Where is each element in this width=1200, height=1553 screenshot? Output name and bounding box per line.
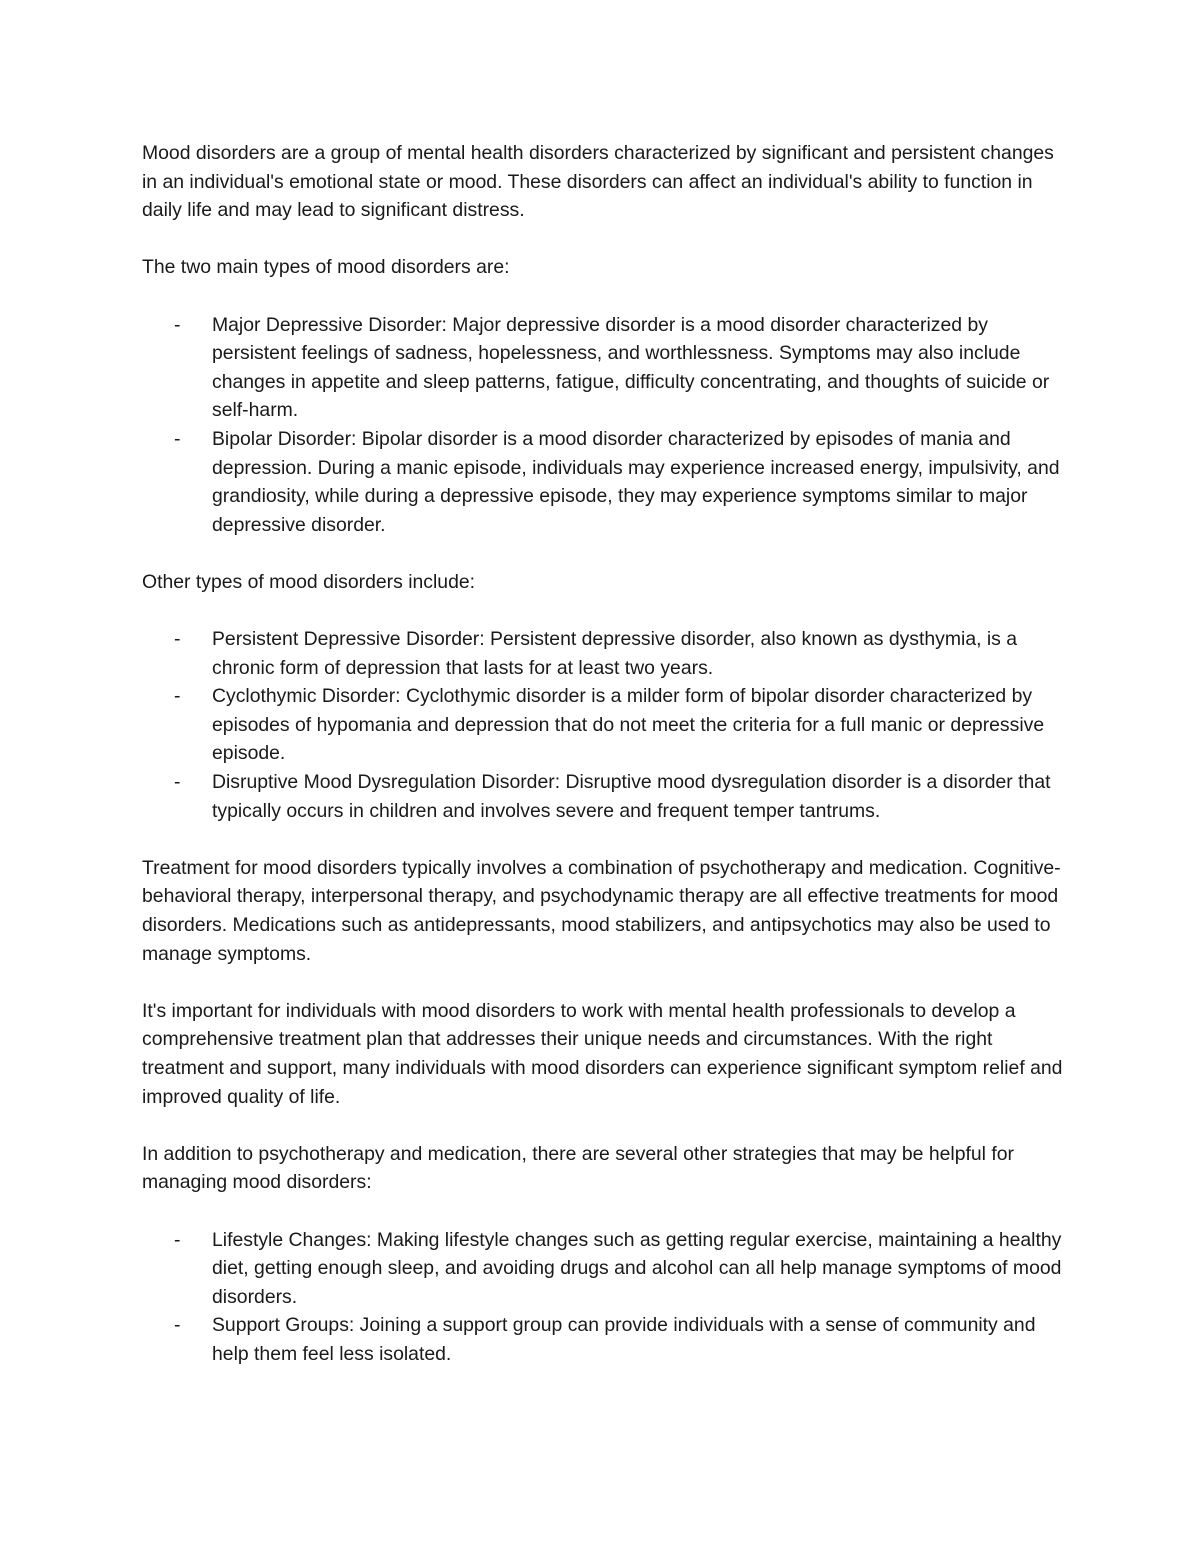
list-item-text: Support Groups: Joining a support group can provide individuals with a sense of community and help them feel less isolated.: [212, 1314, 1036, 1365]
intro-paragraph: Mood disorders are a group of mental health disorders characterized by significant and persistent changes in an individual's emotional state or mood. These disorders can affect an individual's ability to function in daily life and may lead to significant distress.: [142, 142, 1054, 222]
list-item-text: Lifestyle Changes: Making lifestyle changes such as getting regular exercise, maintaining a healthy diet, getting enough sleep, and avoiding drugs and alcohol can all help manage symptoms of mood disorders.: [212, 1228, 1062, 1308]
main-types-heading: The two main types of mood disorders are:: [142, 256, 510, 279]
list-item: [142, 311, 1072, 425]
other-types-heading: Other types of mood disorders include:: [142, 570, 476, 593]
dash-bullet: -: [174, 685, 181, 708]
document-page: [142, 139, 1072, 1397]
list-item: [142, 625, 1072, 682]
list-item-text: Bipolar Disorder: Bipolar disorder is a mood disorder characterized by episodes of mania and depression. During a manic episode, individuals may experience increased energy, impulsivity, and grandiosity, while during a depressive episode, they may experience symptoms similar to major depressive disorder.: [212, 427, 1060, 536]
dash-bullet: -: [174, 313, 181, 336]
list-item: [142, 425, 1072, 539]
other-types-list: [142, 625, 1072, 825]
list-item: [142, 768, 1072, 825]
dash-bullet: -: [174, 427, 181, 450]
importance-paragraph: It's important for individuals with mood disorders to work with mental health professionals to develop a comprehensive treatment plan that addresses their unique needs and circumstances. With the right treatment and support, many individuals with mood disorders can experience significant symptom relief and improved quality of life.: [142, 999, 1063, 1108]
dash-bullet: -: [174, 628, 181, 651]
list-item-text: Disruptive Mood Dysregulation Disorder: Disruptive mood dysregulation disorder is a disorder that typically occurs in children and involves severe and frequent temper tantrums.: [212, 771, 1051, 822]
list-item: [142, 1226, 1072, 1312]
list-item-text: Major Depressive Disorder: Major depressive disorder is a mood disorder characterized by persistent feelings of sadness, hopelessness, and worthlessness. Symptoms may also include changes in appetite and sleep patterns, fatigue, difficulty concentrating, and thoughts of suicide or self-harm.: [212, 313, 1050, 422]
strategies-heading: In addition to psychotherapy and medication, there are several other strategies that may be helpful for managing mood disorders:: [142, 1142, 1015, 1194]
dash-bullet: -: [174, 1228, 181, 1251]
dash-bullet: -: [174, 771, 181, 794]
list-item: [142, 1311, 1072, 1368]
main-types-list: [142, 311, 1072, 540]
list-item: [142, 682, 1072, 768]
treatment-paragraph: Treatment for mood disorders typically involves a combination of psychotherapy and medication. Cognitive-behavioral therapy, interpersonal therapy, and psychodynamic therapy are all effective treatments for mood disorders. Medications such as antidepressants, mood stabilizers, and antipsychotics may also be used to manage symptoms.: [142, 856, 1061, 965]
list-item-text: Cyclothymic Disorder: Cyclothymic disorder is a milder form of bipolar disorder characterized by episodes of hypomania and depression that do not meet the criteria for a full manic or depressive episode.: [212, 685, 1045, 765]
dash-bullet: -: [174, 1314, 181, 1337]
strategies-list: [142, 1226, 1072, 1369]
list-item-text: Persistent Depressive Disorder: Persistent depressive disorder, also known as dysthymia, is a chronic form of depression that lasts for at least two years.: [212, 628, 1018, 679]
